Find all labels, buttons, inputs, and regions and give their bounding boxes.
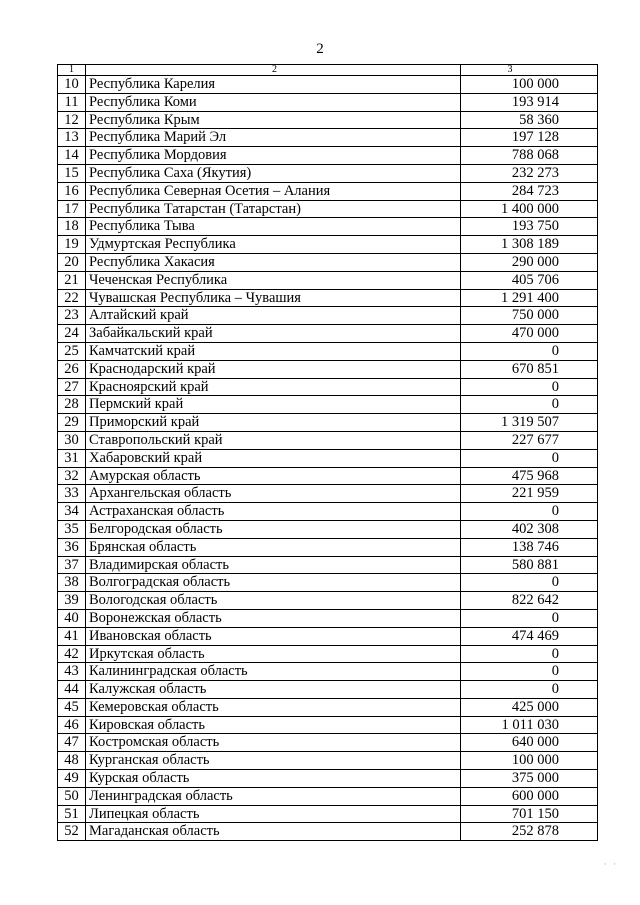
row-region: Красноярский край (86, 378, 461, 396)
row-region: Республика Мордовия (86, 147, 461, 165)
table-row (58, 503, 598, 521)
table-header-row (58, 65, 598, 76)
table-row (58, 93, 598, 111)
table-row (58, 770, 598, 788)
header-col-number: 1 (58, 65, 86, 76)
row-region: Амурская область (86, 467, 461, 485)
row-number: 28 (58, 396, 86, 414)
row-region: Ленинградская область (86, 787, 461, 805)
row-amount: 0 (461, 681, 598, 699)
row-number: 42 (58, 645, 86, 663)
table-row (58, 787, 598, 805)
table-row (58, 271, 598, 289)
table-row (58, 76, 598, 94)
row-region: Владимирская область (86, 556, 461, 574)
row-amount: 0 (461, 378, 598, 396)
table-row (58, 147, 598, 165)
row-amount: 1 308 189 (461, 236, 598, 254)
table-row (58, 698, 598, 716)
row-number: 27 (58, 378, 86, 396)
row-amount: 822 642 (461, 592, 598, 610)
row-number: 43 (58, 663, 86, 681)
row-amount: 0 (461, 645, 598, 663)
table-row (58, 467, 598, 485)
row-amount: 58 360 (461, 111, 598, 129)
row-region: Ставропольский край (86, 431, 461, 449)
row-number: 10 (58, 76, 86, 94)
row-number: 29 (58, 414, 86, 432)
row-region: Республика Северная Осетия – Алания (86, 182, 461, 200)
row-region: Воронежская область (86, 609, 461, 627)
table-row (58, 289, 598, 307)
allocation-table (57, 64, 598, 841)
scan-artifact: · · (603, 859, 618, 869)
row-number: 41 (58, 627, 86, 645)
table-row (58, 556, 598, 574)
table-row (58, 414, 598, 432)
header-col-region: 2 (86, 65, 461, 76)
row-amount: 600 000 (461, 787, 598, 805)
row-number: 14 (58, 147, 86, 165)
row-number: 33 (58, 485, 86, 503)
row-region: Астраханская область (86, 503, 461, 521)
row-region: Республика Карелия (86, 76, 461, 94)
row-amount: 670 851 (461, 360, 598, 378)
row-region: Пермский край (86, 396, 461, 414)
row-amount: 197 128 (461, 129, 598, 147)
table-row (58, 253, 598, 271)
row-region: Удмуртская Республика (86, 236, 461, 254)
row-number: 11 (58, 93, 86, 111)
row-region: Волгоградская область (86, 574, 461, 592)
row-amount: 701 150 (461, 805, 598, 823)
row-number: 37 (58, 556, 86, 574)
row-region: Курганская область (86, 752, 461, 770)
row-region: Чувашская Республика – Чувашия (86, 289, 461, 307)
row-region: Ивановская область (86, 627, 461, 645)
table-row (58, 236, 598, 254)
row-number: 34 (58, 503, 86, 521)
row-region: Республика Саха (Якутия) (86, 164, 461, 182)
row-region: Республика Тыва (86, 218, 461, 236)
row-amount: 1 011 030 (461, 716, 598, 734)
row-amount: 0 (461, 449, 598, 467)
table-row (58, 716, 598, 734)
row-number: 16 (58, 182, 86, 200)
table-row (58, 485, 598, 503)
row-region: Архангельская область (86, 485, 461, 503)
row-region: Брянская область (86, 538, 461, 556)
row-amount: 0 (461, 663, 598, 681)
row-amount: 640 000 (461, 734, 598, 752)
row-region: Камчатский край (86, 342, 461, 360)
row-amount: 1 400 000 (461, 200, 598, 218)
row-number: 20 (58, 253, 86, 271)
table-row (58, 164, 598, 182)
row-amount: 100 000 (461, 76, 598, 94)
table-row (58, 681, 598, 699)
row-amount: 0 (461, 503, 598, 521)
table-row (58, 574, 598, 592)
row-amount: 0 (461, 396, 598, 414)
row-number: 45 (58, 698, 86, 716)
row-amount: 221 959 (461, 485, 598, 503)
row-number: 44 (58, 681, 86, 699)
row-amount: 425 000 (461, 698, 598, 716)
table-row (58, 734, 598, 752)
table-row (58, 592, 598, 610)
table-row (58, 805, 598, 823)
row-number: 36 (58, 538, 86, 556)
row-number: 39 (58, 592, 86, 610)
row-number: 51 (58, 805, 86, 823)
table-row (58, 538, 598, 556)
row-region: Белгородская область (86, 520, 461, 538)
row-region: Калининградская область (86, 663, 461, 681)
row-number: 32 (58, 467, 86, 485)
row-number: 19 (58, 236, 86, 254)
row-number: 23 (58, 307, 86, 325)
row-amount: 470 000 (461, 325, 598, 343)
table-row (58, 431, 598, 449)
row-region: Приморский край (86, 414, 461, 432)
row-amount: 232 273 (461, 164, 598, 182)
table-row (58, 111, 598, 129)
row-number: 24 (58, 325, 86, 343)
row-amount: 0 (461, 574, 598, 592)
table-row (58, 218, 598, 236)
table-row (58, 129, 598, 147)
row-amount: 475 968 (461, 467, 598, 485)
row-region: Краснодарский край (86, 360, 461, 378)
row-number: 49 (58, 770, 86, 788)
row-number: 15 (58, 164, 86, 182)
row-number: 12 (58, 111, 86, 129)
row-region: Республика Марий Эл (86, 129, 461, 147)
row-region: Липецкая область (86, 805, 461, 823)
row-number: 35 (58, 520, 86, 538)
row-region: Кемеровская область (86, 698, 461, 716)
table-row (58, 200, 598, 218)
row-amount: 1 319 507 (461, 414, 598, 432)
row-number: 13 (58, 129, 86, 147)
row-region: Магаданская область (86, 823, 461, 841)
table-row (58, 342, 598, 360)
header-col-amount: 3 (461, 65, 598, 76)
row-amount: 474 469 (461, 627, 598, 645)
row-region: Республика Хакасия (86, 253, 461, 271)
table-row (58, 325, 598, 343)
row-number: 18 (58, 218, 86, 236)
row-region: Калужская область (86, 681, 461, 699)
row-number: 40 (58, 609, 86, 627)
table-row (58, 307, 598, 325)
row-number: 50 (58, 787, 86, 805)
row-amount: 290 000 (461, 253, 598, 271)
table-row (58, 396, 598, 414)
row-amount: 788 068 (461, 147, 598, 165)
page-number: 2 (316, 41, 324, 57)
row-number: 25 (58, 342, 86, 360)
row-amount: 252 878 (461, 823, 598, 841)
row-region: Вологодская область (86, 592, 461, 610)
row-number: 22 (58, 289, 86, 307)
table-row (58, 182, 598, 200)
row-region: Республика Коми (86, 93, 461, 111)
row-region: Курская область (86, 770, 461, 788)
row-amount: 193 914 (461, 93, 598, 111)
row-region: Республика Татарстан (Татарстан) (86, 200, 461, 218)
row-amount: 284 723 (461, 182, 598, 200)
row-amount: 580 881 (461, 556, 598, 574)
row-amount: 138 746 (461, 538, 598, 556)
table-row (58, 520, 598, 538)
row-region: Чеченская Республика (86, 271, 461, 289)
row-amount: 750 000 (461, 307, 598, 325)
row-amount: 1 291 400 (461, 289, 598, 307)
row-number: 26 (58, 360, 86, 378)
row-number: 48 (58, 752, 86, 770)
table-row (58, 752, 598, 770)
row-number: 38 (58, 574, 86, 592)
row-amount: 0 (461, 609, 598, 627)
row-number: 47 (58, 734, 86, 752)
row-region: Забайкальский край (86, 325, 461, 343)
row-region: Алтайский край (86, 307, 461, 325)
row-amount: 375 000 (461, 770, 598, 788)
row-amount: 100 000 (461, 752, 598, 770)
table-row (58, 378, 598, 396)
table-row (58, 823, 598, 841)
row-number: 21 (58, 271, 86, 289)
table-row (58, 609, 598, 627)
table-row (58, 360, 598, 378)
row-number: 31 (58, 449, 86, 467)
row-amount: 405 706 (461, 271, 598, 289)
row-amount: 402 308 (461, 520, 598, 538)
row-region: Хабаровский край (86, 449, 461, 467)
row-region: Республика Крым (86, 111, 461, 129)
table-row (58, 627, 598, 645)
row-number: 46 (58, 716, 86, 734)
table-row (58, 645, 598, 663)
table-row (58, 663, 598, 681)
table-row (58, 449, 598, 467)
row-region: Иркутская область (86, 645, 461, 663)
row-amount: 193 750 (461, 218, 598, 236)
row-number: 30 (58, 431, 86, 449)
row-number: 17 (58, 200, 86, 218)
row-amount: 227 677 (461, 431, 598, 449)
row-region: Костромская область (86, 734, 461, 752)
row-number: 52 (58, 823, 86, 841)
row-amount: 0 (461, 342, 598, 360)
row-region: Кировская область (86, 716, 461, 734)
